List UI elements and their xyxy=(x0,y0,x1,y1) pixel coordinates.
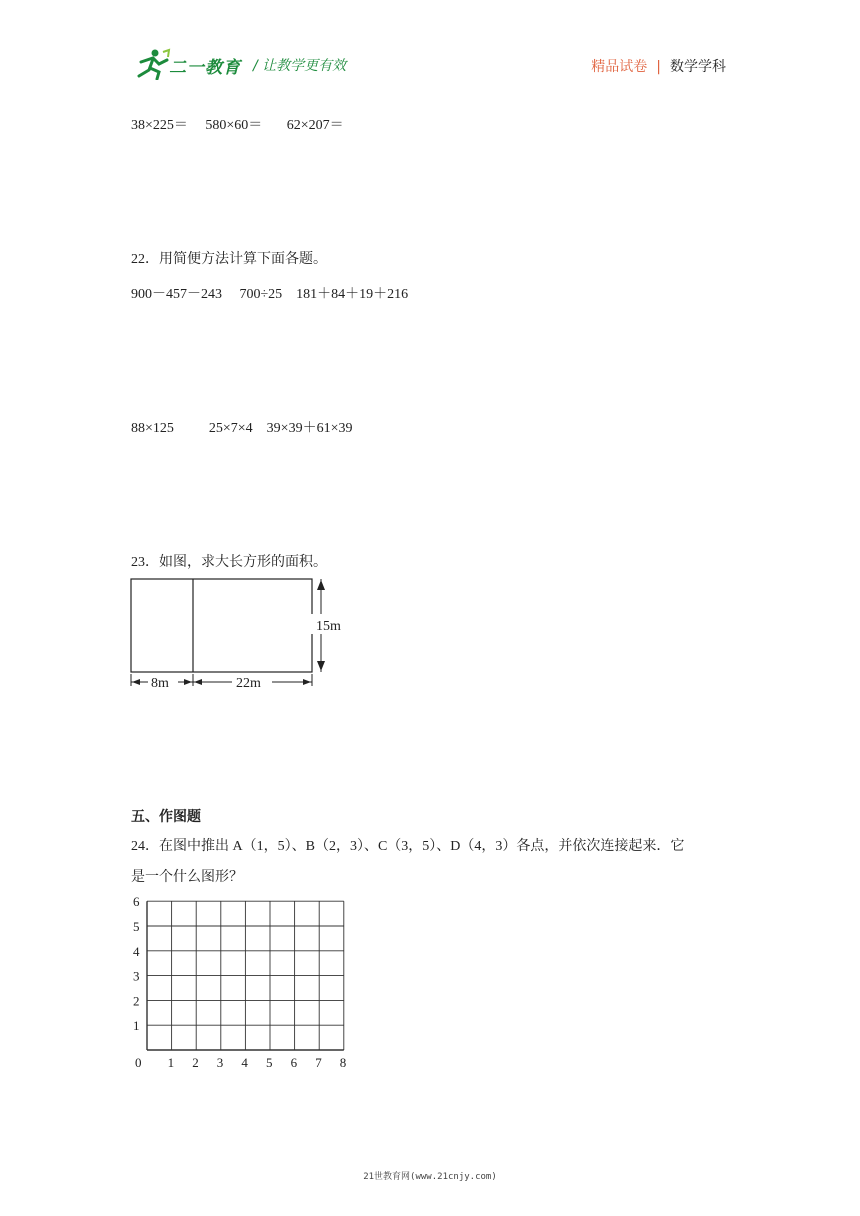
y-tick-label: 4 xyxy=(133,943,140,959)
x-tick-label: 8 xyxy=(339,1055,347,1070)
q24-line1: 24．在图中推出 A（1，5）、B（2，3）、C（3，5）、D（4，3）各点，并依次连接起来．它 xyxy=(131,839,685,854)
q24-line2: 是一个什么图形？ xyxy=(131,870,243,885)
q22-title: 22．用简便方法计算下面各题。 xyxy=(131,252,327,267)
big-rectangle xyxy=(131,579,312,672)
footer: 21世教育网(www.21cnjy.com) xyxy=(363,1172,497,1182)
x-tick-label: 6 xyxy=(290,1055,298,1070)
x-tick-label: 7 xyxy=(315,1055,322,1070)
coordinate-grid xyxy=(126,890,356,1075)
right-width-label: 22m xyxy=(236,676,261,691)
y-tick-label: 1 xyxy=(133,1018,140,1034)
y-tick-label: 3 xyxy=(133,968,140,984)
header-divider: | xyxy=(656,59,661,75)
x-tick-label: 0 xyxy=(135,1055,142,1070)
x-tick-label: 1 xyxy=(167,1055,175,1070)
x-tick-label: 5 xyxy=(266,1055,273,1070)
q22-row2: 88×125 25×7×4 39×39＋61×39 xyxy=(131,421,353,436)
y-tick-label: 2 xyxy=(133,993,140,1009)
y-tick-label: 6 xyxy=(133,894,140,910)
x-tick-label: 2 xyxy=(192,1055,199,1070)
q22-row1: 900－457－243 700÷25 181＋84＋19＋216 xyxy=(131,287,409,302)
x-tick-label: 3 xyxy=(216,1055,224,1070)
calc-row: 38×225＝ 580×60＝ 62×207＝ xyxy=(131,118,344,133)
left-width-label: 8m xyxy=(151,676,169,691)
header-logo xyxy=(135,48,365,82)
logo-text: 二一教育 xyxy=(169,58,241,78)
runner-logo-icon xyxy=(135,48,171,80)
header-right xyxy=(591,56,726,76)
logo-slogan: / 让教学更有效 xyxy=(253,58,347,74)
rectangle-figure xyxy=(126,574,366,694)
header-subject: 数学学科 xyxy=(670,59,726,75)
y-tick-label: 5 xyxy=(133,919,140,934)
height-label: 15m xyxy=(316,619,341,634)
x-tick-label: 4 xyxy=(241,1055,248,1070)
header-tag: 精品试卷 xyxy=(591,59,648,75)
section-title-drawing: 五、作图题 xyxy=(131,809,201,825)
q23-title: 23．如图，求大长方形的面积。 xyxy=(131,555,327,570)
